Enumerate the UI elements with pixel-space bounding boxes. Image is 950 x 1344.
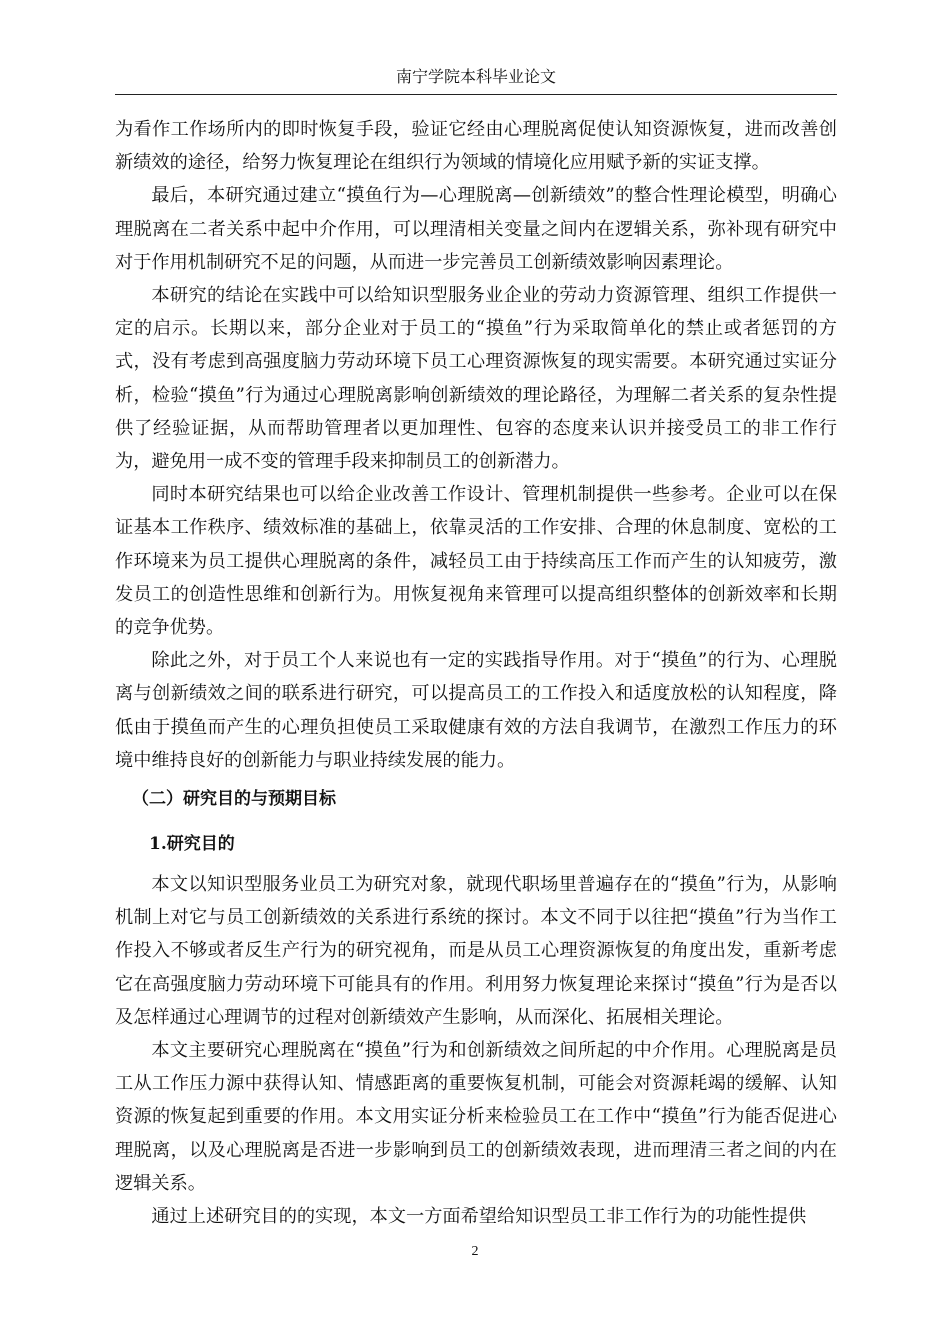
section-heading: （二）研究目的与预期目标	[132, 788, 336, 809]
body-paragraph: 同时本研究结果也可以给企业改善工作设计、管理机制提供一些参考。企业可以在保证基本工作秩序、绩效标准的基础上，依靠灵活的工作安排、合理的休息制度、宽松的工作环境来为员工提供心理脱离的条件，减轻员工由于持续高压工作而产生的认知疲劳，激发员工的创造性思维和创新行为。用恢复视角来管理可以提高组织整体的创新效率和长期的竞争优势。	[115, 484, 837, 639]
header-divider	[115, 94, 837, 95]
running-header: 南宁学院本科毕业论文	[395, 67, 556, 86]
body-paragraph: 通过上述研究目的的实现，本文一方面希望给知识型员工非工作行为的功能性提供	[151, 1206, 807, 1228]
page-number: 2	[471, 1244, 479, 1259]
page-body	[115, 113, 837, 1233]
body-paragraph: 除此之外，对于员工个人来说也有一定的实践指导作用。对于“摸鱼”的行为、心理脱离与创新绩效之间的联系进行研究，可以提高员工的工作投入和适度放松的认知程度，降低由于摸鱼而产生的心理负担使员工采取健康有效的方法自我调节，在激烈工作压力的环境中维持良好的创新能力与职业持续发展的能力。	[115, 650, 837, 771]
body-paragraph: 最后，本研究通过建立“摸鱼行为—心理脱离—创新绩效”的整合性理论模型，明确心理脱离在二者关系中起中介作用，可以理清相关变量之间内在逻辑关系，弥补现有研究中对于作用机制研究不足的问题，从而进一步完善员工创新绩效影响因素理论。	[115, 185, 837, 273]
body-paragraph: 本文以知识型服务业员工为研究对象，就现代职场里普遍存在的“摸鱼”行为，从影响机制上对它与员工创新绩效的关系进行系统的探讨。本文不同于以往把“摸鱼”行为当作工作投入不够或者反生产行为的研究视角，而是从员工心理资源恢复的角度出发，重新考虑它在高强度脑力劳动环境下可能具有的作用。利用努力恢复理论来探讨“摸鱼”行为是否以及怎样通过心理调节的过程对创新绩效产生影响，从而深化、拓展相关理论。	[115, 874, 837, 1028]
body-paragraph: 本文主要研究心理脱离在“摸鱼”行为和创新绩效之间所起的中介作用。心理脱离是员工从工作压力源中获得认知、情感距离的重要恢复机制，可能会对资源耗竭的缓解、认知资源的恢复起到重要的作用。本文用实证分析来检验员工在工作中“摸鱼”行为能否促进心理脱离，以及心理脱离是否进一步影响到员工的创新绩效表现，进而理清三者之间的内在逻辑关系。	[115, 1040, 837, 1194]
body-paragraph: 本研究的结论在实践中可以给知识型服务业企业的劳动力资源管理、组织工作提供一定的启示。长期以来，部分企业对于员工的“摸鱼”行为采取简单化的禁止或者惩罚的方式，没有考虑到高强度脑力劳动环境下员工心理资源恢复的现实需要。本研究通过实证分析，检验“摸鱼”行为通过心理脱离影响创新绩效的理论路径，为理解二者关系的复杂性提供了经验证据，从而帮助管理者以更加理性、包容的态度来认识并接受员工的非工作行为，避免用一成不变的管理手段来抑制员工的创新潜力。	[115, 285, 837, 473]
body-paragraph: 为看作工作场所内的即时恢复手段，验证它经由心理脱离促使认知资源恢复，进而改善创新绩效的途径，给努力恢复理论在组织行为领域的情境化应用赋予新的实证支撑。	[115, 119, 837, 174]
subsection-heading: 1.研究目的	[149, 834, 235, 855]
